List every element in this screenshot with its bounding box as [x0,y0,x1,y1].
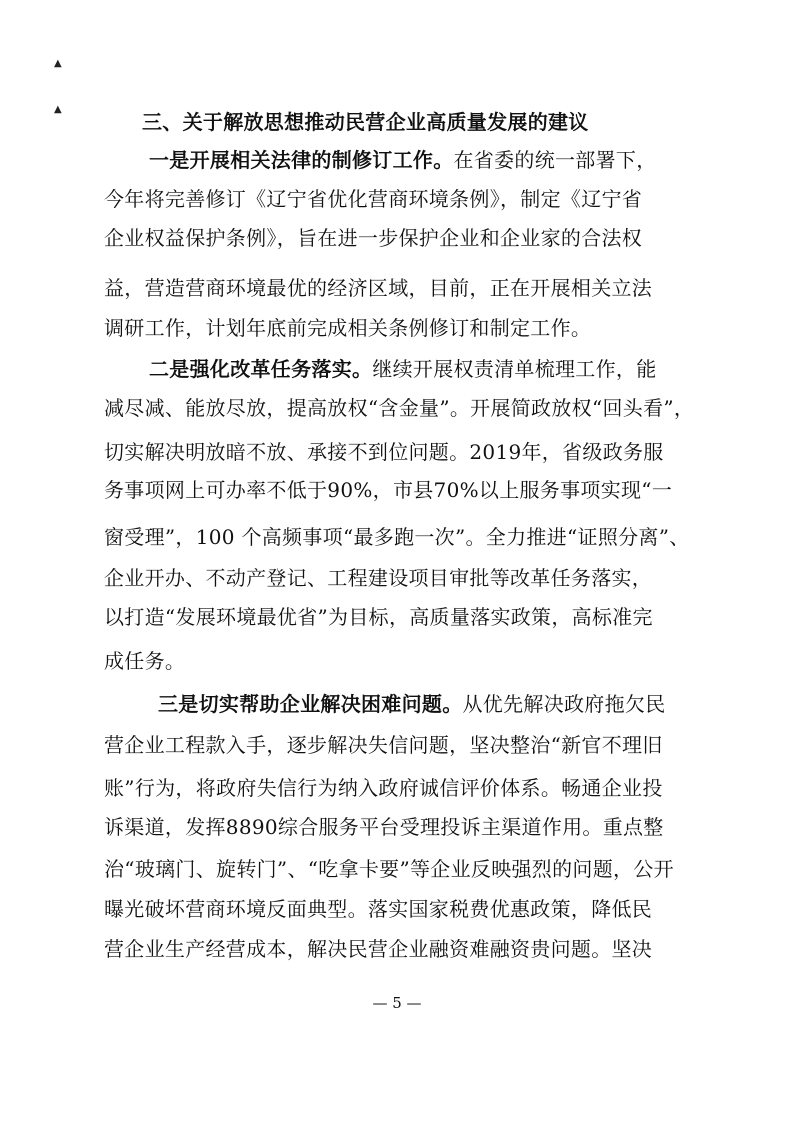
paragraph-2-line-2: 减尽减、能放尽放，提高放权“含金量”。开展简政放权“回头看”， [104,396,695,420]
paragraph-1-line-4: 益，营造营商环境最优的经济区域，目前，正在开展相关立法 [104,276,653,300]
paragraph-3-line-2: 营企业工程款入手，逐步解决失信问题，坚决整治“新官不理旧 [104,733,663,757]
paragraph-3-line-7: 营企业生产经营成本，解决民营企业融资难融资贵问题。坚决 [104,937,653,961]
paragraph-1-line-5: 调研工作，计划年底前完成相关条例修订和制定工作。 [104,316,592,340]
paragraph-2-line-8: 成任务。 [104,649,186,673]
paragraph-2-line-7: 以打造“发展环境最优省”为目标，高质量落实政策，高标准完 [104,605,653,629]
paragraph-3-line-5: 治“玻璃门、旋转门”、“吃拿卡要”等企业反映强烈的问题，公开 [104,857,674,881]
paragraph-1-line-1 [149,148,657,172]
margin-mark-second: ▲ [54,104,62,115]
paragraph-3-lead: 三是切实帮助企业解决困难问题。 [158,692,463,716]
paragraph-3-line-6: 曝光破坏营商环境反面典型。落实国家税费优惠政策，降低民 [104,897,653,921]
paragraph-3-line-4: 诉渠道，发挥8890综合服务平台受理投诉主渠道作用。重点整 [104,815,664,839]
paragraph-2-line-1 [149,357,657,381]
paragraph-1-line-2: 今年将完善修订《辽宁省优化营商环境条例》，制定《辽宁省 [104,187,643,211]
paragraph-2-line-5: 窗受理”，100 个高频事项“最多跑一次”。全力推进“证照分离”、 [104,525,690,549]
paragraph-2-line-4: 务事项网上可办率不低于90%，市县70%以上服务事项实现“一 [104,478,673,502]
paragraph-3-line-1 [158,692,666,716]
margin-mark-top: ▲ [54,58,62,69]
paragraph-2-line-3: 切实解决明放暗不放、承接不到位问题。2019年，省级政务服 [104,440,664,464]
paragraph-1-line-3: 企业权益保护条例》，旨在进一步保护企业和企业家的合法权 [104,226,643,250]
paragraph-2-line-6: 企业开办、不动产登记、工程建设项目审批等改革任务落实， [104,566,653,590]
paragraph-2-lead: 二是强化改革任务落实。 [149,357,373,381]
paragraph-3-line-1-rest: 从优先解决政府拖欠民 [462,692,666,716]
page-number: — 5 — [372,994,422,1012]
paragraph-1-lead: 一是开展相关法律的制修订工作。 [149,148,454,172]
section-title: 三、关于解放思想推动民营企业高质量发展的建议 [142,110,589,134]
paragraph-1-line-1-rest: 在省委的统一部署下， [453,148,657,172]
paragraph-2-line-1-rest: 继续开展权责清单梳理工作，能 [372,357,657,381]
paragraph-3-line-3: 账”行为，将政府失信行为纳入政府诚信评价体系。畅通企业投 [104,776,663,800]
